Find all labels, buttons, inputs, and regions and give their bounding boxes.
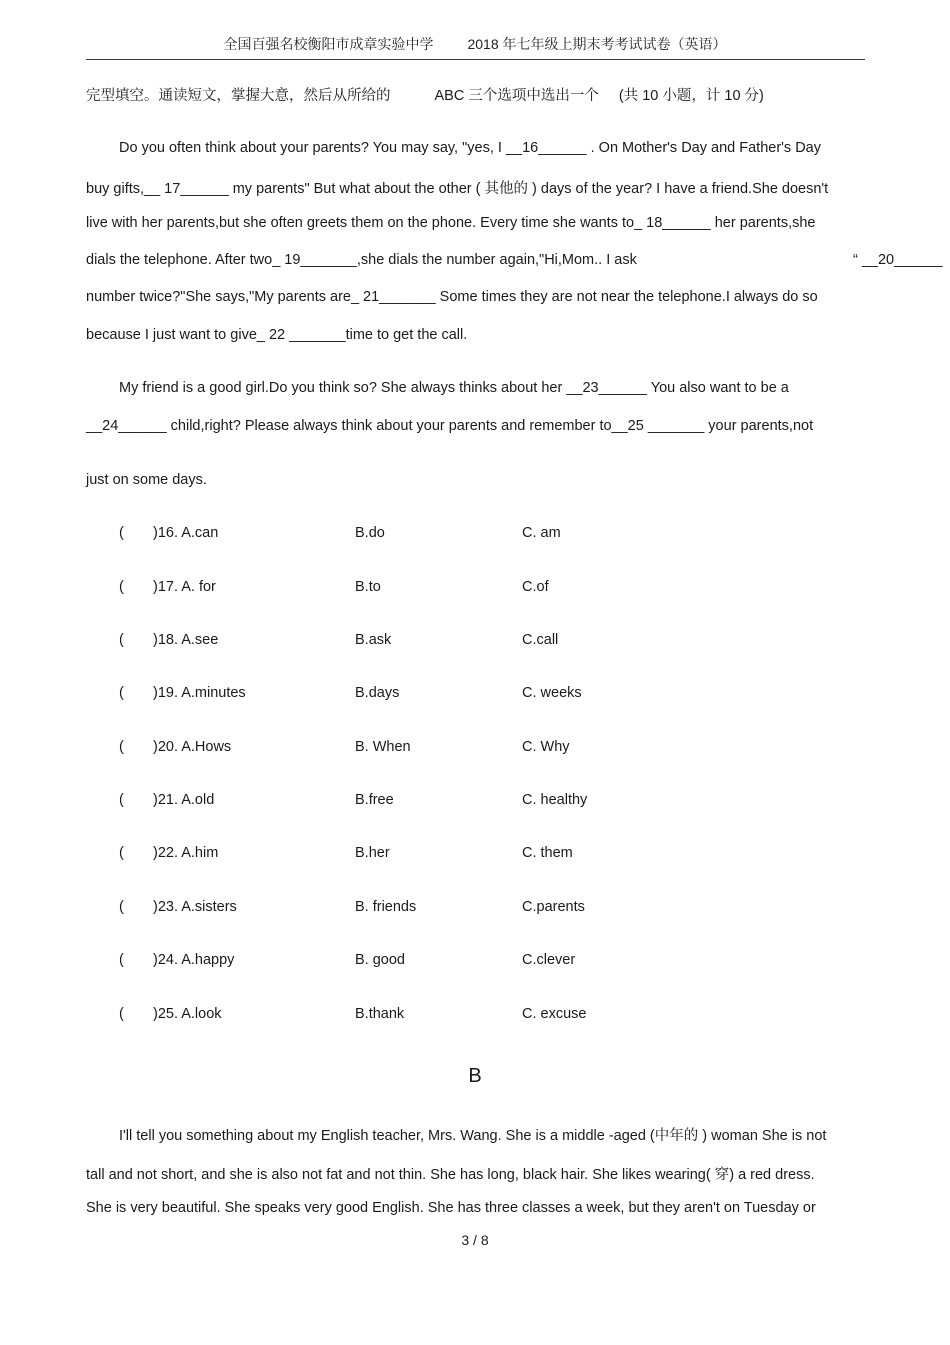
- option-c: C. healthy: [522, 792, 588, 808]
- option-a: )21. A.old: [153, 792, 215, 808]
- answer-blank: (: [119, 899, 124, 915]
- option-c: C.parents: [522, 899, 585, 915]
- option-a: )16. A.can: [153, 525, 219, 541]
- option-c: C.of: [522, 579, 549, 595]
- passage-a-line-2: buy gifts,__ 17______ my parents" But what about the other ( 其他的 ) days of the year? I have a friend.She doesn't: [86, 181, 829, 197]
- page-number: 3 / 8: [461, 1232, 489, 1248]
- section-b-line-2: tall and not short, and she is also not fat and not thin. She has long, black hair. She likes wearing( 穿) a red dress.: [86, 1167, 815, 1183]
- answer-blank: (: [119, 739, 124, 755]
- answer-blank: (: [119, 579, 124, 595]
- option-a: )25. A.look: [153, 1006, 222, 1022]
- option-b: B.ask: [355, 632, 392, 648]
- header-school: 全国百强名校衡阳市成章实验中学: [223, 36, 434, 52]
- answer-blank: (: [119, 685, 124, 701]
- answer-blank: (: [119, 792, 124, 808]
- option-b: B. good: [355, 952, 405, 968]
- option-a: )23. A.sisters: [153, 899, 237, 915]
- passage-a-line-9: just on some days.: [86, 472, 207, 488]
- option-a: )24. A.happy: [153, 952, 235, 968]
- option-b: B.her: [355, 845, 390, 861]
- answer-blank: (: [119, 845, 124, 861]
- passage-a-line-3: live with her parents,but she often greets them on the phone. Every time she wants to_ 18______ her parents,she: [86, 215, 816, 231]
- passage-a-line-8: __24______ child,right? Please always think about your parents and remember to__25 _______ your parents,not: [86, 418, 814, 434]
- option-a: )18. A.see: [153, 632, 219, 648]
- passage-a-line-7: My friend is a good girl.Do you think so? She always thinks about her __23______ You also want to be a: [119, 380, 789, 396]
- option-b: B. When: [355, 739, 411, 755]
- option-c: C.clever: [522, 952, 576, 968]
- option-b: B.free: [355, 792, 394, 808]
- option-b: B.do: [355, 525, 385, 541]
- instructions-part3: (共 10 小题，计 10 分): [618, 88, 764, 104]
- passage-a-line-5: number twice?"She says,"My parents are_ 21_______ Some times they are not near the telephone.I always do so: [86, 289, 818, 305]
- option-b: B.to: [355, 579, 381, 595]
- passage-a-line-4: dials the telephone. After two_ 19_______,she dials the number again,"Hi,Mom.. I ask: [86, 252, 637, 268]
- option-b: B.days: [355, 685, 400, 701]
- passage-a-line-6: because I just want to give_ 22 _______time to get the call.: [86, 327, 468, 343]
- header-divider: [86, 59, 865, 60]
- passage-a-line-1: Do you often think about your parents? You may say, "yes, I __16______ . On Mother's Day and Father's Day: [119, 140, 821, 156]
- answer-blank: (: [119, 1006, 124, 1022]
- option-c: C. Why: [522, 739, 570, 755]
- option-c: C. excuse: [522, 1006, 587, 1022]
- header-exam: 2018 年七年级上期末考考试试卷（英语）: [467, 36, 727, 52]
- answer-blank: (: [119, 525, 124, 541]
- option-c: C.call: [522, 632, 559, 648]
- option-c: C. weeks: [522, 685, 582, 701]
- section-b-line-3: She is very beautiful. She speaks very good English. She has three classes a week, but they aren't on Tuesday or: [86, 1200, 816, 1216]
- answer-blank: (: [119, 952, 124, 968]
- option-c: C. them: [522, 845, 573, 861]
- option-a: )20. A.Hows: [153, 739, 232, 755]
- answer-blank: (: [119, 632, 124, 648]
- option-a: )22. A.him: [153, 845, 219, 861]
- passage-a-line-4-tail: “ __20______: [853, 252, 943, 268]
- instructions-part1: 完型填空。通读短文，掌握大意，然后从所给的: [86, 88, 391, 104]
- instructions-part2: ABC 三个选项中选出一个: [434, 88, 599, 104]
- instructions: [86, 84, 764, 105]
- option-a: )17. A. for: [153, 579, 216, 595]
- page-header: [0, 34, 950, 54]
- option-b: B. friends: [355, 899, 417, 915]
- section-b-line-1: I'll tell you something about my English teacher, Mrs. Wang. She is a middle -aged (中年的 ) woman She is not: [119, 1128, 827, 1144]
- option-a: )19. A.minutes: [153, 685, 246, 701]
- section-b-heading: B: [468, 1065, 482, 1087]
- option-b: B.thank: [355, 1006, 405, 1022]
- option-c: C. am: [522, 525, 561, 541]
